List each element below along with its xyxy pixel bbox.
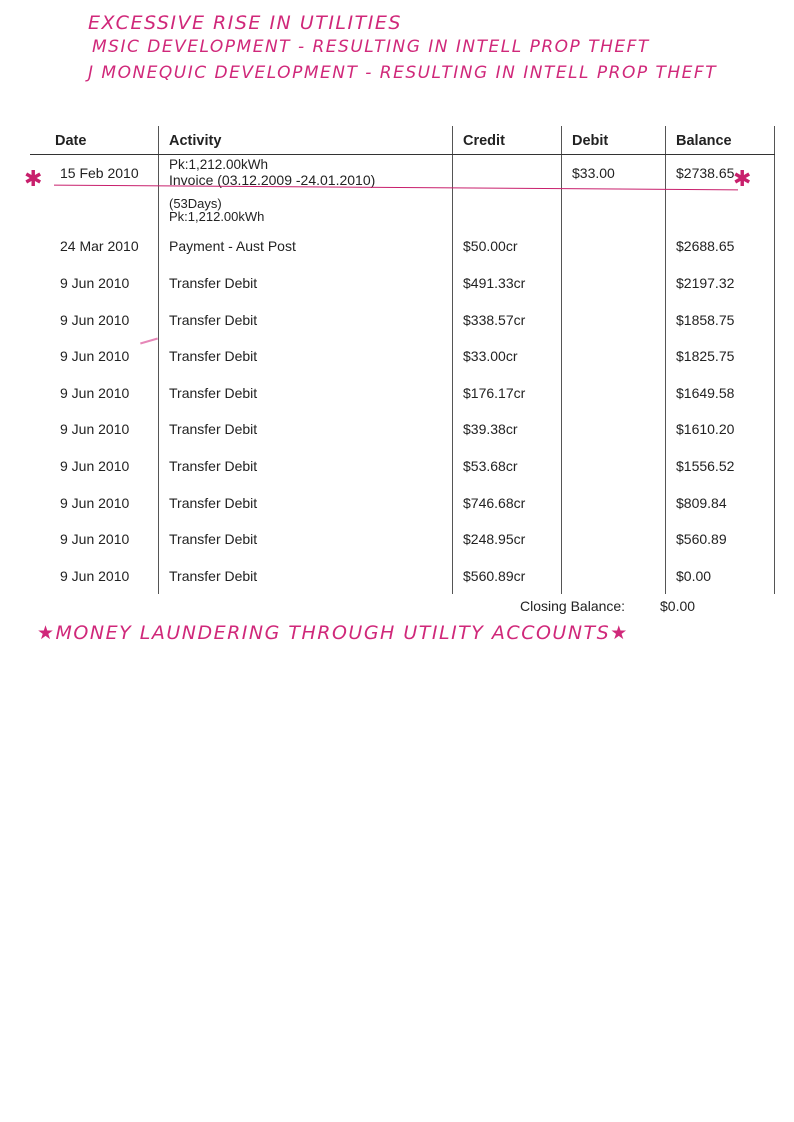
header-row xyxy=(30,126,775,155)
invoice-pk-top: Pk:1,212.00kWh xyxy=(169,157,269,173)
invoice-credit xyxy=(453,155,562,192)
row-date: 9 Jun 2010 xyxy=(60,348,130,365)
invoice-balance: $2738.65 xyxy=(666,155,775,192)
star-mark-left: ✱ xyxy=(24,166,43,191)
invoice-period: Invoice (03.12.2009 -24.01.2010) xyxy=(169,172,376,189)
row-activity: Transfer Debit xyxy=(159,338,453,375)
row-credit: $560.89cr xyxy=(453,558,562,595)
header-credit: Credit xyxy=(453,126,562,155)
row-balance: $1610.20 xyxy=(666,411,775,448)
header-debit: Debit xyxy=(562,126,666,155)
invoice-pk-bottom: Pk:1,212.00kWh xyxy=(169,208,265,224)
row-credit: $746.68cr xyxy=(453,484,562,521)
row-activity: Transfer Debit xyxy=(159,448,453,485)
row-balance: $1858.75 xyxy=(666,301,775,338)
handwritten-note-1: EXCESSIVE RISE IN UTILITIES xyxy=(88,12,402,34)
handwritten-note-2: MSIC DEVELOPMENT - RESULTING IN INTELL PROP THEFT xyxy=(92,37,650,57)
row-credit: $338.57cr xyxy=(453,301,562,338)
closing-balance-value: $0.00 xyxy=(660,598,696,614)
table-row xyxy=(30,228,775,265)
row-credit: $33.00cr xyxy=(453,338,562,375)
row-credit: $491.33cr xyxy=(453,265,562,302)
statement-table xyxy=(30,126,775,594)
row-balance: $1825.75 xyxy=(666,338,775,375)
table-row xyxy=(30,411,775,448)
row-date: 9 Jun 2010 xyxy=(60,531,130,548)
row-balance: $809.84 xyxy=(666,484,775,521)
row-debit xyxy=(562,448,666,485)
row-balance: $560.89 xyxy=(666,521,775,558)
table-row xyxy=(30,521,775,558)
row-date: 24 Mar 2010 xyxy=(60,238,139,255)
star-mark-right: ✱ xyxy=(733,166,752,191)
table-row xyxy=(30,558,775,595)
row-activity: Transfer Debit xyxy=(159,411,453,448)
row-debit xyxy=(562,228,666,265)
table-row xyxy=(30,448,775,485)
row-credit: $50.00cr xyxy=(453,228,562,265)
row-date: 9 Jun 2010 xyxy=(60,384,130,401)
row-debit xyxy=(562,301,666,338)
row-activity: Transfer Debit xyxy=(159,521,453,558)
row-debit xyxy=(562,265,666,302)
row-activity: Transfer Debit xyxy=(159,265,453,302)
row-date: 9 Jun 2010 xyxy=(60,311,130,328)
row-debit xyxy=(562,484,666,521)
row-activity: Transfer Debit xyxy=(159,301,453,338)
row-date: 9 Jun 2010 xyxy=(60,494,130,511)
row-debit xyxy=(562,558,666,595)
invoice-debit: $33.00 xyxy=(562,155,666,192)
row-debit xyxy=(562,338,666,375)
row-activity: Payment - Aust Post xyxy=(159,228,453,265)
table-row xyxy=(30,301,775,338)
row-balance: $0.00 xyxy=(666,558,775,595)
handwritten-note-3: J MONEQUIC DEVELOPMENT - RESULTING IN INTELL PROP THEFT xyxy=(88,63,718,83)
row-activity: Transfer Debit xyxy=(159,558,453,595)
row-date: 9 Jun 2010 xyxy=(60,567,130,584)
row-balance: $2197.32 xyxy=(666,265,775,302)
row-debit xyxy=(562,521,666,558)
row-credit: $39.38cr xyxy=(453,411,562,448)
row-credit: $53.68cr xyxy=(453,448,562,485)
row-date: 9 Jun 2010 xyxy=(60,458,130,475)
handwritten-footer-note: ★MONEY LAUNDERING THROUGH UTILITY ACCOUNTS★ xyxy=(37,622,629,644)
row-date: 9 Jun 2010 xyxy=(60,275,130,292)
header-date: Date xyxy=(30,126,159,155)
table-row xyxy=(30,265,775,302)
row-balance: $1556.52 xyxy=(666,448,775,485)
closing-balance-label: Closing Balance: xyxy=(520,598,626,614)
row-balance: $1649.58 xyxy=(666,375,775,412)
invoice-date: 15 Feb 2010 xyxy=(60,165,139,182)
invoice-days: (53Days) xyxy=(169,195,222,211)
row-balance: $2688.65 xyxy=(666,228,775,265)
table-row xyxy=(30,484,775,521)
table-row xyxy=(30,375,775,412)
row-debit xyxy=(562,411,666,448)
header-balance: Balance xyxy=(666,126,775,155)
header-activity: Activity xyxy=(159,126,453,155)
row-date: 9 Jun 2010 xyxy=(60,421,130,438)
row-credit: $176.17cr xyxy=(453,375,562,412)
row-activity: Transfer Debit xyxy=(159,375,453,412)
row-activity: Transfer Debit xyxy=(159,484,453,521)
invoice-row-cont xyxy=(30,192,775,229)
row-credit: $248.95cr xyxy=(453,521,562,558)
invoice-activity-cont xyxy=(159,192,453,229)
row-debit xyxy=(562,375,666,412)
